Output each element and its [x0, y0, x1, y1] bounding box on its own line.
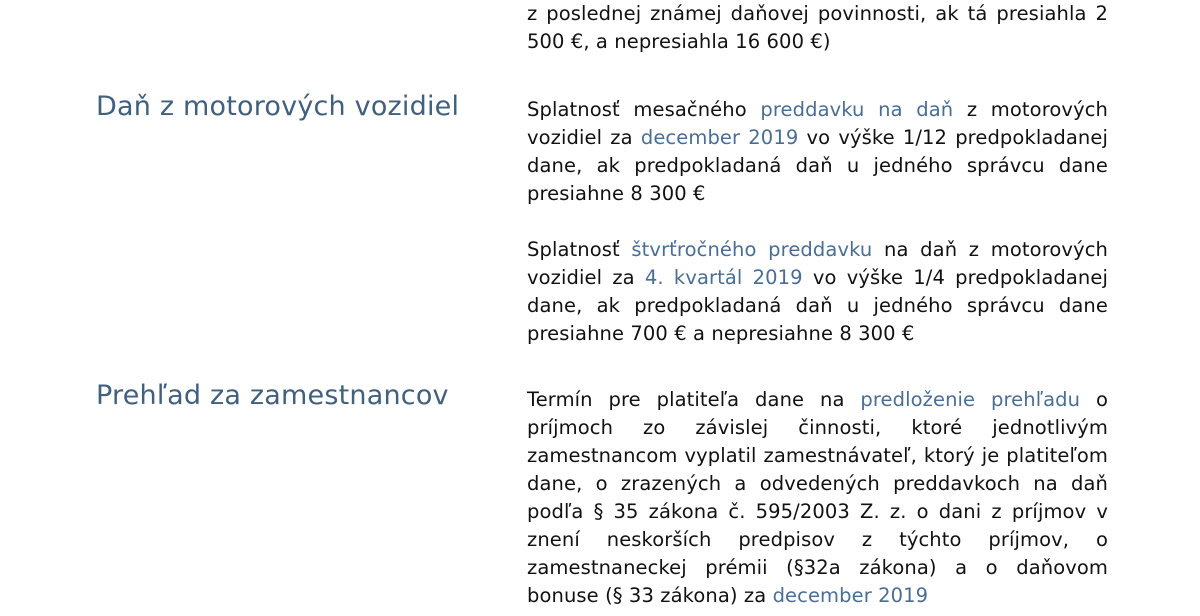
- paragraph-text: Splatnosť: [527, 238, 632, 261]
- highlighted-term: december 2019: [772, 584, 929, 607]
- paragraph-text: vo výške 1/12 predpokladanej dane, ak predpokladaná daň u jedného správcu dane presiahne 8 300 €: [527, 126, 1109, 205]
- paragraph-text: z poslednej známej daňovej povinnosti, ak tá presiahla 2 500 €, a nepresiahla 16 600 €): [527, 2, 1108, 53]
- paragraph-text: o príjmoch zo závislej činnosti, ktoré jednotlivým zamestnancom vyplatil zamestnávateľ, ktorý je platiteľom dane, o zrazených a odvedených preddavkoch na daň podľa § 35 zákona č. 595/2003 Z. z. o dani z príjmov v znení neskorších predpisov z týchto príjmov, o zamestnaneckej prémii (§32a zákona) a o daňovom bonuse (§ 33 zákona) za: [527, 388, 1108, 607]
- section-heading-employee-report: Prehľad za zamestnancov: [96, 380, 449, 411]
- section-heading-motor-vehicle-tax: Daň z motorových vozidiel: [96, 91, 460, 122]
- motor-tax-monthly-paragraph: [527, 96, 1108, 208]
- motor-tax-quarterly-paragraph: [527, 236, 1108, 348]
- highlighted-term: predloženie prehľadu: [860, 388, 1081, 411]
- paragraph-text: Termín pre platiteľa dane na: [527, 388, 861, 411]
- highlighted-term: december 2019: [640, 126, 799, 149]
- continuation-paragraph: [527, 0, 1108, 56]
- paragraph-text: vo výške 1/4 predpokladanej dane, ak predpokladaná daň u jedného správcu dane presiahne 700 € a nepresiahne 8 300 €: [527, 266, 1108, 345]
- highlighted-term: preddavku na daň: [760, 98, 954, 121]
- highlighted-term: 4. kvartál 2019: [644, 266, 803, 289]
- paragraph-text: z motorových vozidiel za: [527, 98, 1108, 149]
- employee-report-paragraph: [527, 386, 1108, 610]
- paragraph-text: na daň z motorových vozidiel za: [527, 238, 1108, 289]
- paragraph-text: Splatnosť mesačného: [527, 98, 761, 121]
- highlighted-term: štvrťročného preddavku: [631, 238, 873, 261]
